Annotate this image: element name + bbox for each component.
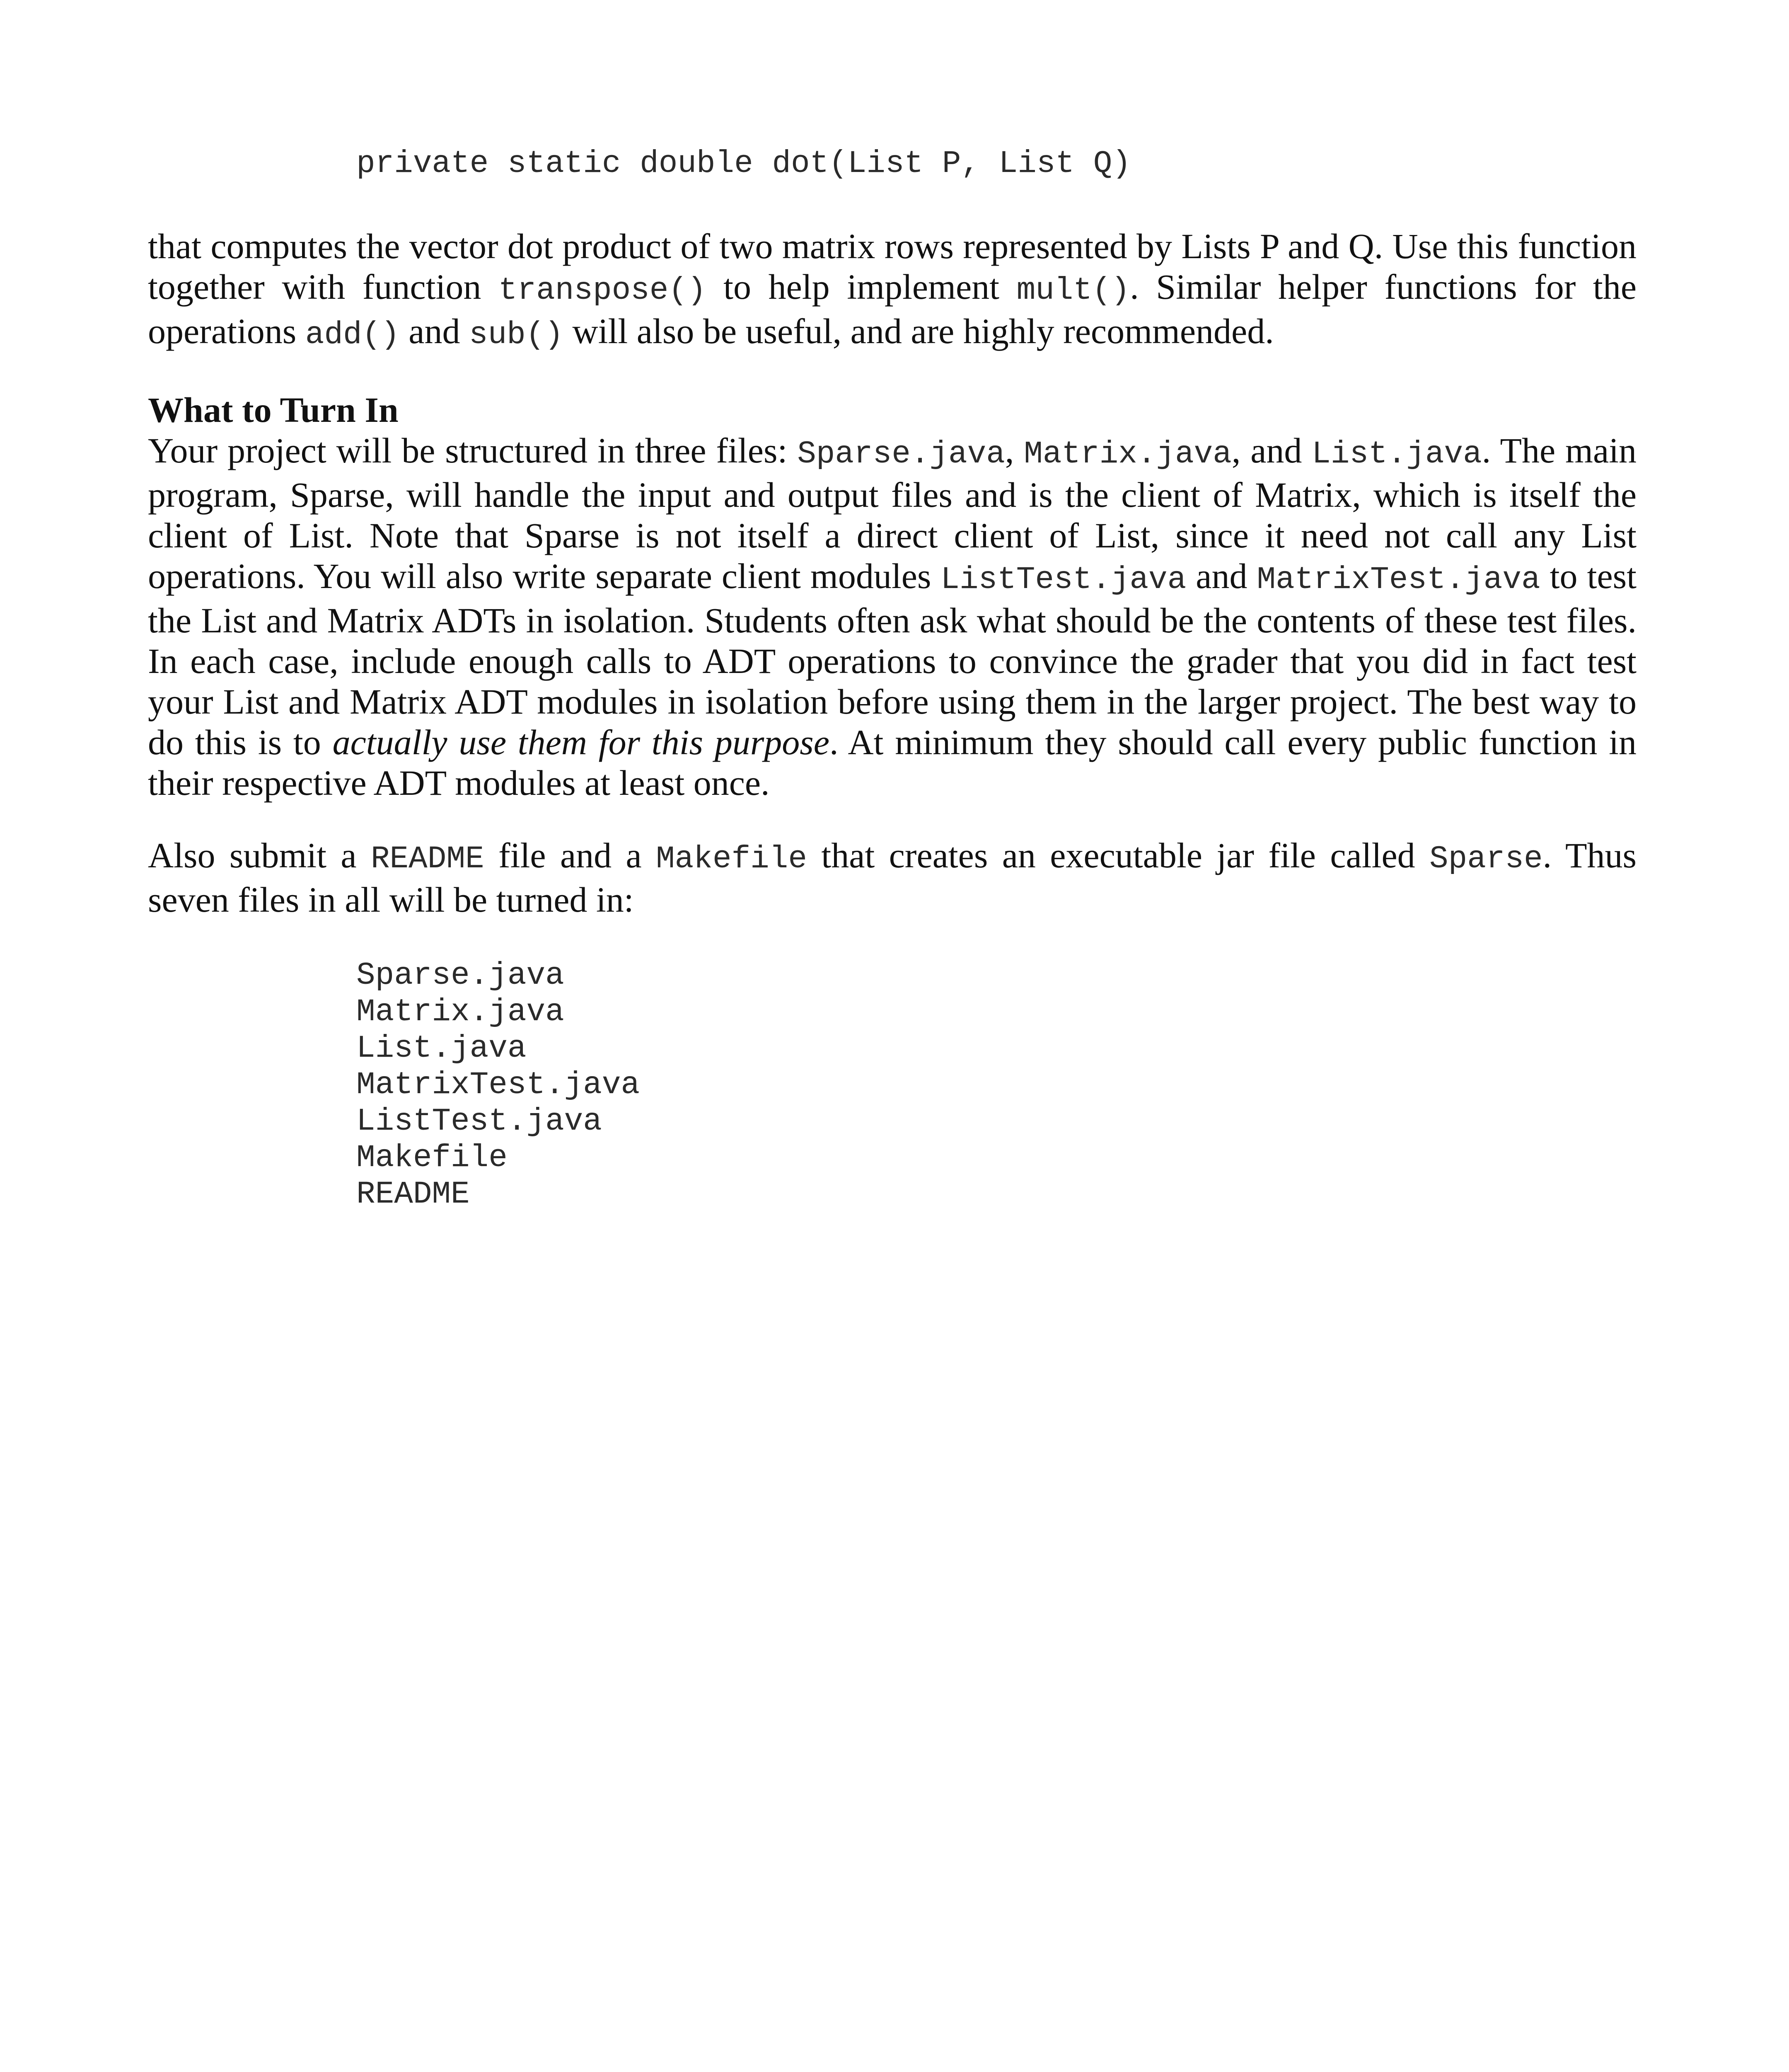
inline-code-sparse-java: Sparse.java bbox=[797, 436, 1005, 472]
file-list bbox=[356, 957, 640, 1213]
inline-code-listtest-java: ListTest.java bbox=[940, 562, 1187, 598]
inline-code-sparse: Sparse bbox=[1429, 841, 1543, 877]
text: , bbox=[1005, 431, 1024, 470]
file-list-item: Sparse.java bbox=[356, 958, 564, 993]
emphasis-text: actually use them for this purpose bbox=[332, 722, 829, 762]
text: that creates an executable jar file called bbox=[807, 835, 1430, 875]
file-list-item: Matrix.java bbox=[356, 994, 564, 1030]
inline-code-list-java: List.java bbox=[1312, 436, 1482, 472]
text: . The main program, Sparse, will handle the input and output files and is the client of Matrix, which is itself the client of List. Note that Sparse is not itself a direct client of List, since it need not call any List operations. You will also write separate client modules bbox=[148, 431, 1637, 596]
text: . At minimum they should call every public function in their respective ADT modules at least once. bbox=[148, 722, 1637, 803]
file-list-item: README bbox=[356, 1176, 470, 1212]
inline-code-sub: sub() bbox=[469, 317, 564, 353]
inline-code-readme: README bbox=[370, 841, 484, 877]
file-list-item: ListTest.java bbox=[356, 1104, 602, 1139]
paragraph-dot-product bbox=[148, 226, 1637, 355]
text: will also be useful, and are highly recommended. bbox=[563, 311, 1274, 351]
inline-code-mult: mult() bbox=[1016, 273, 1130, 308]
text: Also submit a bbox=[148, 835, 371, 875]
text: . Similar helper functions for the operations bbox=[148, 267, 1637, 351]
code-signature: private static double dot(List P, List Q) bbox=[356, 146, 1131, 182]
file-list-item: Makefile bbox=[356, 1140, 508, 1176]
text: and bbox=[1186, 556, 1257, 596]
text: file and a bbox=[484, 835, 656, 875]
text: Your project will be structured in three files: bbox=[148, 431, 798, 470]
inline-code-add: add() bbox=[305, 317, 400, 353]
text: to test the List and Matrix ADTs in isolation. Students often ask what should be the contents of these test files. In each case, include enough calls to ADT operations to convince the grader that you did in fact test your List and Matrix ADT modules in isolation before using them in the larger project. The best way to do this is to bbox=[148, 556, 1637, 762]
inline-code-transpose: transpose() bbox=[498, 273, 706, 308]
inline-code-makefile: Makefile bbox=[656, 841, 807, 877]
file-list-item: List.java bbox=[356, 1031, 527, 1066]
text: . Thus seven files in all will be turned in: bbox=[148, 835, 1637, 920]
section-heading: What to Turn In bbox=[148, 390, 399, 430]
inline-code-matrix-java: Matrix.java bbox=[1024, 436, 1232, 472]
text: and bbox=[399, 311, 469, 351]
paragraph-project-structure bbox=[148, 430, 1637, 803]
text: , and bbox=[1231, 431, 1312, 470]
text: to help implement bbox=[706, 267, 1017, 307]
text: that computes the vector dot product of two matrix rows represented by Lists P and Q. Use this function together with function bbox=[148, 226, 1637, 307]
inline-code-matrixtest-java: MatrixTest.java bbox=[1257, 562, 1540, 598]
paragraph-submission bbox=[148, 835, 1637, 920]
file-list-item: MatrixTest.java bbox=[356, 1067, 640, 1103]
